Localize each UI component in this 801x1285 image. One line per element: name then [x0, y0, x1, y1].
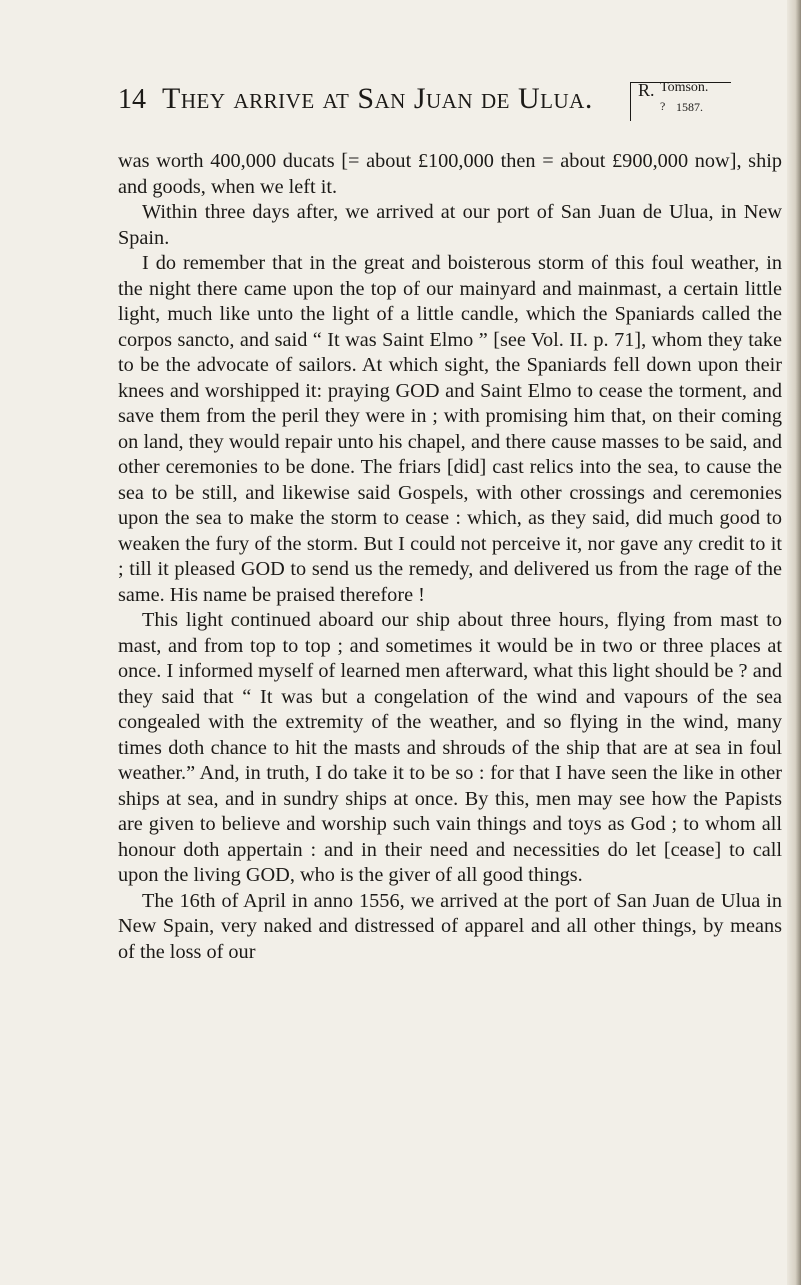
sidenote-author: Tomson. — [660, 80, 709, 95]
paragraph: was worth 400,000 ducats [= about £100,000 then = about £900,000 now], ship and goods, when we left it. — [118, 150, 782, 198]
paragraph: Within three days after, we arrived at our port of San Juan de Ulua, in New Spain. — [118, 201, 782, 249]
paragraph: I do remember that in the great and boisterous storm of this foul weather, in the night there came upon the top of our mainyard and mainmast, a certain little light, much like unto the light of a little candle, which the Spaniards called the corpos sancto, and said “ It was Saint Elmo ” [see Vol. II. p. 71], whom they take to be the advocate of sailors. At which sight, the Spaniards fell down upon their knees and worshipped it: praying GOD and Saint Elmo to cease the torment, and save them from the peril they were in ; with promising him that, on their coming on land, they would repair unto his chapel, and there cause masses to be said, and other ceremonies to be done. The friars [did] cast relics into the sea, to cause the sea to be still, and likewise said Gospels, with other crossings and ceremonies upon the sea to make the storm to cease : which, as they said, did much good to weaken the fury of the storm. But I could not perceive it, nor gave any credit to it ; till it pleased GOD to send us the remedy, and delivered us from the rage of the same. His name be praised therefore ! — [118, 252, 782, 606]
sidenote-r: R. — [638, 80, 655, 100]
sidenote-year: 1587. — [676, 100, 703, 114]
page-number: 14 — [118, 84, 146, 115]
sidenote-query: ? — [660, 99, 666, 113]
running-head: They arrive at San Juan de Ulua. — [162, 82, 593, 115]
paragraph: This light continued aboard our ship about three hours, flying from mast to mast, and from top to top ; and sometimes it would be in two or three places at once. I informed myself of learned men afterward, what this light should be ? and they said that “ It was but a congelation of the wind and vapours of the sea congealed with the extremity of the weather, and so flying in the wind, many times doth chance to hit the masts and shrouds of the ship that are at sea in foul weather.” And, in truth, I do take it to be so : for that I have seen the like in other ships at sea, and in sundry ships at once. By this, men may see how the Papists are given to believe and worship such vain things and toys as God ; to whom all honour doth appertain : and in their need and necessities do let [cease] to call upon the living GOD, who is the giver of all good things. — [118, 609, 782, 886]
body-text — [118, 149, 782, 965]
page-header — [118, 78, 718, 128]
paragraph: The 16th of April in anno 1556, we arrived at the port of San Juan de Ulua in New Spain, very naked and distressed of apparel and all other things, by means of the loss of our — [118, 889, 782, 963]
page-edge-shadow — [787, 0, 801, 1285]
source-sidenote — [630, 78, 736, 124]
